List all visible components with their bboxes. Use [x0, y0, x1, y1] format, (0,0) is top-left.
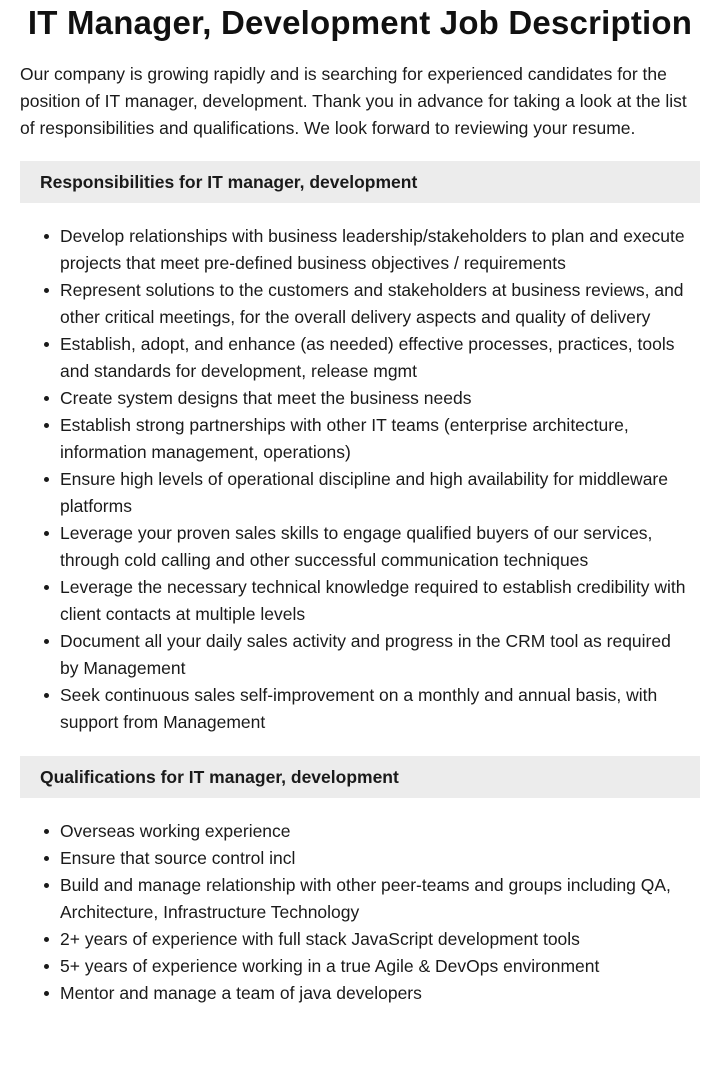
page-title: IT Manager, Development Job Description	[27, 4, 693, 41]
list-item: 2+ years of experience with full stack JavaScript development tools	[60, 926, 700, 953]
list-item: Build and manage relationship with other peer-teams and groups including QA, Architecture, Infrastructure Technology	[60, 872, 700, 926]
list-item: Establish strong partnerships with other IT teams (enterprise architecture, information management, operations)	[60, 412, 700, 466]
list-item: 5+ years of experience working in a true Agile & DevOps environment	[60, 953, 700, 980]
responsibilities-heading	[20, 161, 700, 203]
qualifications-heading	[20, 756, 700, 798]
intro-paragraph: Our company is growing rapidly and is searching for experienced candidates for the position of IT manager, development. Thank you in advance for taking a look at the list of responsibilities and qualifications. We look forward to reviewing your resume.	[20, 64, 687, 138]
list-item: Represent solutions to the customers and stakeholders at business reviews, and other critical meetings, for the overall delivery aspects and quality of delivery	[60, 277, 700, 331]
list-item: Create system designs that meet the business needs	[60, 385, 700, 412]
list-item: Establish, adopt, and enhance (as needed) effective processes, practices, tools and standards for development, release mgmt	[60, 331, 700, 385]
list-item: Document all your daily sales activity and progress in the CRM tool as required by Management	[60, 628, 700, 682]
list-item: Mentor and manage a team of java developers	[60, 980, 700, 1007]
qualifications-list	[20, 818, 700, 1007]
responsibilities-heading-label: Responsibilities for IT manager, development	[40, 171, 418, 192]
responsibilities-list	[20, 223, 700, 736]
list-item: Leverage the necessary technical knowledge required to establish credibility with client contacts at multiple levels	[60, 574, 700, 628]
list-item: Ensure high levels of operational discipline and high availability for middleware platforms	[60, 466, 700, 520]
list-item: Leverage your proven sales skills to engage qualified buyers of our services, through cold calling and other successful communication techniques	[60, 520, 700, 574]
qualifications-heading-label: Qualifications for IT manager, development	[40, 766, 399, 787]
list-item: Overseas working experience	[60, 818, 700, 845]
list-item: Seek continuous sales self-improvement on a monthly and annual basis, with support from Management	[60, 682, 700, 736]
list-item: Develop relationships with business leadership/stakeholders to plan and execute projects that meet pre-defined business objectives / requirements	[60, 223, 700, 277]
list-item: Ensure that source control incl	[60, 845, 700, 872]
